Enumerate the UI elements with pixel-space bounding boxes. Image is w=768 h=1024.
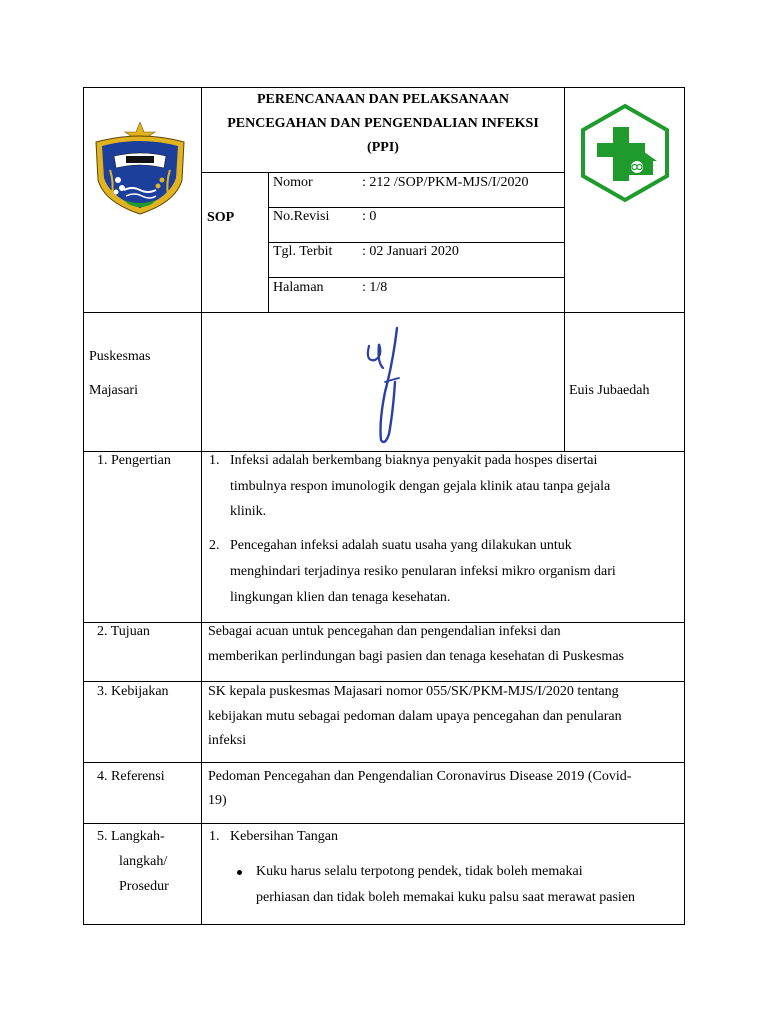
meta-label-revisi: No.Revisi [273, 209, 330, 224]
table-border-bottom [83, 924, 685, 925]
section-label-pengertian: 1. Pengertian [97, 453, 171, 468]
pengertian-item2-line1: Pencegahan infeksi adalah suatu usaha yang dilakukan untuk [230, 538, 572, 553]
section-label-referensi: 4. Referensi [97, 769, 165, 784]
sop-label: SOP [207, 210, 235, 225]
meta-value-halaman: : 1/8 [362, 280, 388, 295]
puskesmas-logo-icon [577, 103, 673, 203]
handwritten-signature [355, 322, 415, 452]
section-label-kebijakan: 3. Kebijakan [97, 684, 169, 699]
langkah-item1-number: 1. [209, 829, 220, 844]
meta-label-halaman: Halaman [273, 280, 324, 295]
meta-value-terbit: : 02 Januari 2020 [362, 244, 459, 259]
section-label-tujuan: 2. Tujuan [97, 624, 150, 639]
kebijakan-line3: infeksi [208, 733, 247, 748]
langkah-bullet-line2: perhiasan dan tidak boleh memakai kuku palsu saat merawat pasien [256, 890, 636, 905]
kebijakan-line1: SK kepala puskesmas Majasari nomor 055/SK/PKM-MJS/I/2020 tentang [208, 684, 619, 699]
meta-label-nomor: Nomor [273, 175, 313, 190]
pengertian-item1-number: 1. [209, 453, 220, 468]
tujuan-line1: Sebagai acuan untuk pencegahan dan pengendalian infeksi dan [208, 624, 561, 639]
row-divider-tujuan [83, 681, 685, 682]
org-name-line-2: Majasari [89, 383, 138, 398]
kebijakan-line2: kebijakan mutu sebagai pedoman dalam upaya pencegahan dan penularan [208, 709, 622, 724]
document-title [202, 88, 564, 160]
pengertian-item1-line3: klinik. [230, 504, 267, 519]
signer-name: Euis Jubaedah [569, 383, 650, 398]
section-label-langkah-2: langkah/ [119, 854, 168, 869]
pengertian-item1-line2: timbulnya respon imunologik dengan gejala klinik atau tanpa gejala [230, 479, 611, 494]
meta-row-divider-3 [268, 277, 565, 278]
org-name-line-1: Puskesmas [89, 349, 151, 364]
col-divider-left [201, 87, 202, 925]
col-divider-right [564, 87, 565, 451]
meta-value-revisi: : 0 [362, 209, 377, 224]
pengertian-item2-line2: menghindari terjadinya resiko penularan infeksi mikro organism dari [230, 564, 616, 579]
row-divider-kebijakan [83, 762, 685, 763]
table-border-left [83, 87, 84, 925]
meta-value-nomor: : 212 /SOP/PKM-MJS/I/2020 [362, 175, 529, 190]
referensi-line2: 19) [208, 793, 227, 808]
langkah-bullet-line1: Kuku harus selalu terpotong pendek, tidak boleh memakai [256, 864, 583, 879]
pengertian-item2-number: 2. [209, 538, 220, 553]
bullet-icon [237, 870, 242, 875]
title-line-2: PENCEGAHAN DAN PENGENDALIAN INFEKSI [227, 116, 539, 131]
section-label-langkah-3: Prosedur [119, 879, 169, 894]
row-divider-referensi [83, 823, 685, 824]
langkah-item1-title: Kebersihan Tangan [230, 829, 339, 844]
tujuan-line2: memberikan perlindungan bagi pasien dan tenaga kesehatan di Puskesmas [208, 649, 624, 664]
section-label-langkah-1: 5. Langkah- [97, 829, 165, 844]
regional-emblem-icon [90, 120, 190, 216]
header-title-divider [201, 172, 565, 173]
pengertian-item2-line3: lingkungan klien dan tenaga kesehatan. [230, 590, 451, 605]
meta-label-terbit: Tgl. Terbit [273, 244, 333, 259]
table-border-right [684, 87, 685, 925]
referensi-line1: Pedoman Pencegahan dan Pengendalian Coronavirus Disease 2019 (Covid- [208, 769, 632, 784]
row-divider-header [83, 312, 685, 313]
title-line-3: (PPI) [367, 140, 399, 155]
pengertian-item1-line1: Infeksi adalah berkembang biaknya penyakit pada hospes disertai [230, 453, 598, 468]
title-line-1: PERENCANAAN DAN PELAKSANAAN [256, 92, 509, 107]
